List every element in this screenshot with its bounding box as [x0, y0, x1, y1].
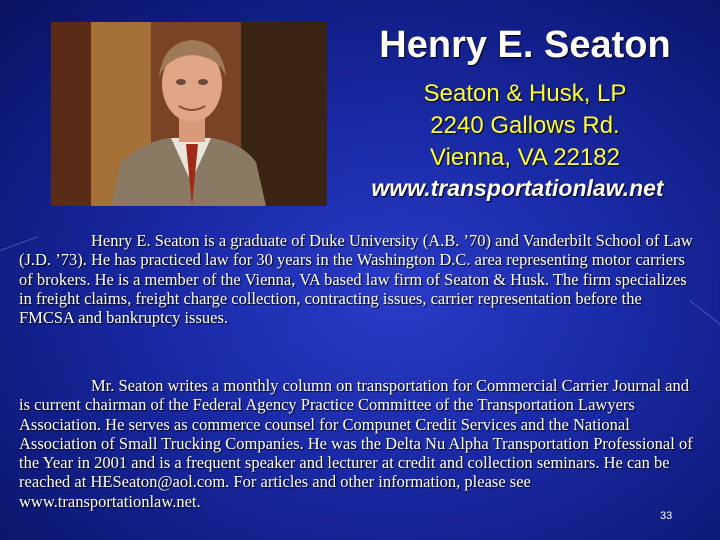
bio-paragraph-1: Henry E. Seaton is a graduate of Duke University (A.B. ’70) and Vanderbilt School of Law (J.D. ’73). He has practiced law for 30 years in the Washington D.C. area representing motor carriers of brokers. He is a member of the Vienna, VA based law firm of Seaton & Husk. The firm specializes in freight claims, freight charge collection, contracting issues, carrier representation before the FMCSA and bankruptcy issues. [19, 231, 693, 328]
website-link[interactable]: www.transportationlaw.net [371, 175, 664, 201]
page-number: 33 [660, 510, 673, 522]
page-title: Henry E. Seaton [379, 24, 671, 66]
city-state-zip: Vienna, VA 22182 [430, 144, 620, 171]
portrait-photo [51, 22, 327, 206]
bio-paragraph-2: Mr. Seaton writes a monthly column on transportation for Commercial Carrier Journal and is current chairman of the Federal Agency Practice Committee of the Transportation Lawyers Association. He serves as commerce counsel for Compunet Credit Services and the National Association of Small Trucking Companies. He was the Delta Nu Alpha Transportation Professional of the Year in 2001 and is a frequent speaker and lecturer at credit and collection seminars. He can be reached at HESeaton@aol.com. For articles and other information, please see www.transportationlaw.net. [19, 376, 693, 511]
firm-name: Seaton & Husk, LP [423, 80, 627, 107]
street-address: 2240 Gallows Rd. [430, 112, 620, 139]
